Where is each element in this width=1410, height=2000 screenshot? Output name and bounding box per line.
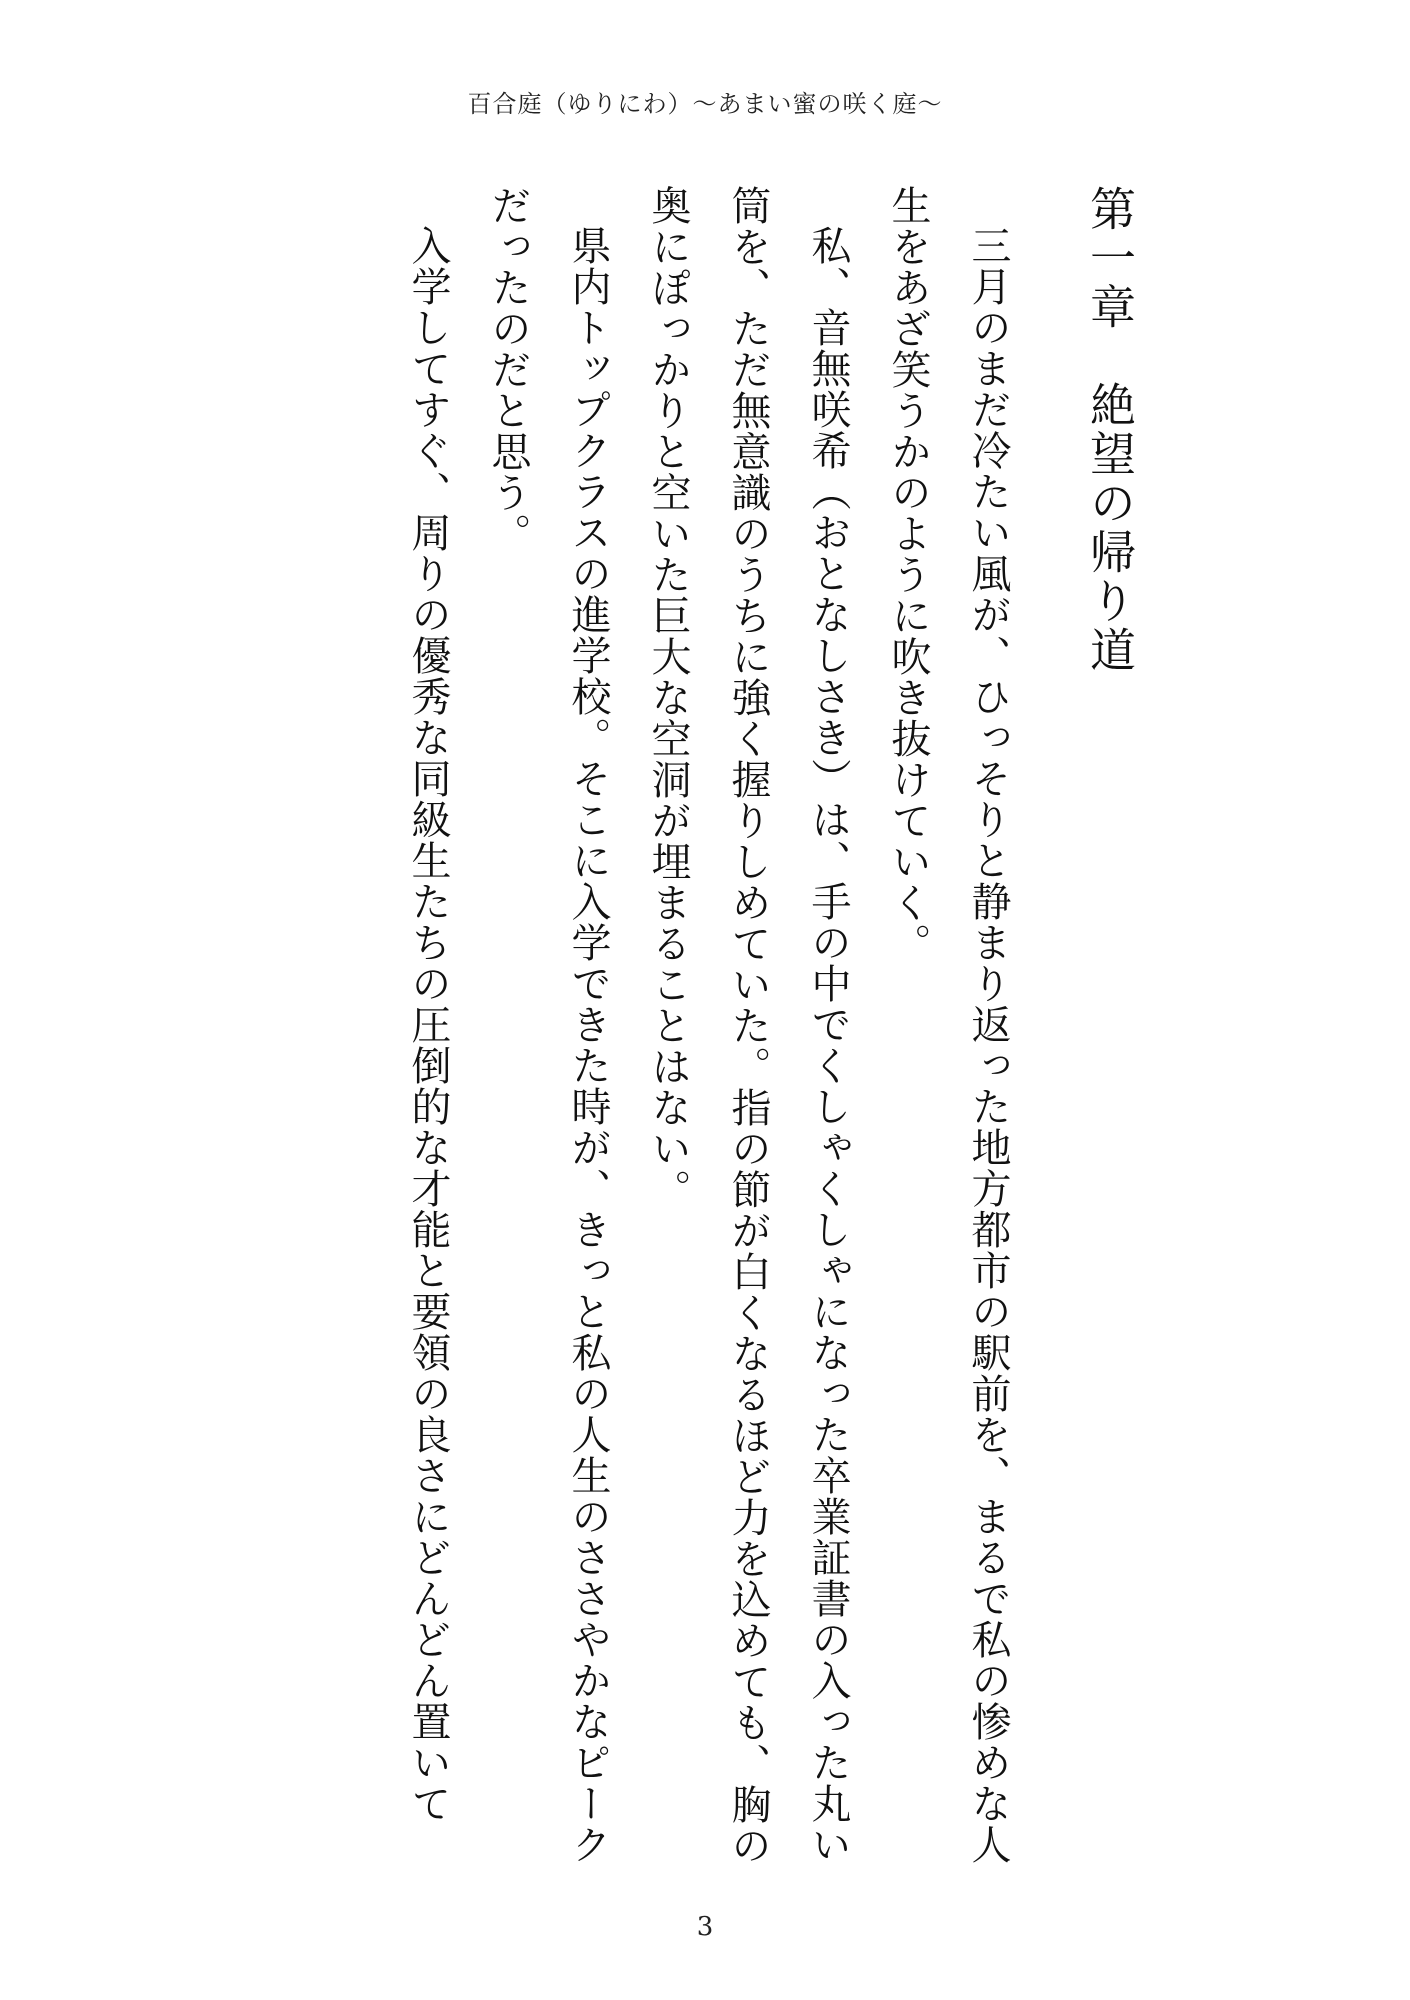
chapter-title: 第一章 絶望の帰り道	[1083, 185, 1137, 675]
page-number: 3	[696, 1912, 714, 1942]
paragraph-1: 三月のまだ冷たい風が、ひっそりと静まり返った地方都市の駅前を、まるで私の惨めな人生をあざ笑うかのように吹き抜けていく。	[885, 185, 1011, 1865]
vertical-text-body	[200, 185, 1140, 1905]
paragraph-4: 入学してすぐ、周りの優秀な同級生たちの圧倒的な才能と要領の良さにどんどん置いて	[405, 225, 451, 1824]
paragraph-2: 私、音無咲希（おとなしさき）は、手の中でくしゃくしゃになった卒業証書の入った丸い筒を、ただ無意識のうちに強く握りしめていた。指の節が白くなるほど力を込めても、胸の奥にぽっかりと空いた巨大な空洞が埋まることはない。	[645, 185, 851, 1866]
paragraph-3: 県内トップクラスの進学校。そこに入学できた時が、きっと私の人生のささやかなピークだったのだと思う。	[485, 185, 611, 1865]
running-header: 百合庭（ゆりにわ）〜あまい蜜の咲く庭〜	[467, 90, 943, 118]
